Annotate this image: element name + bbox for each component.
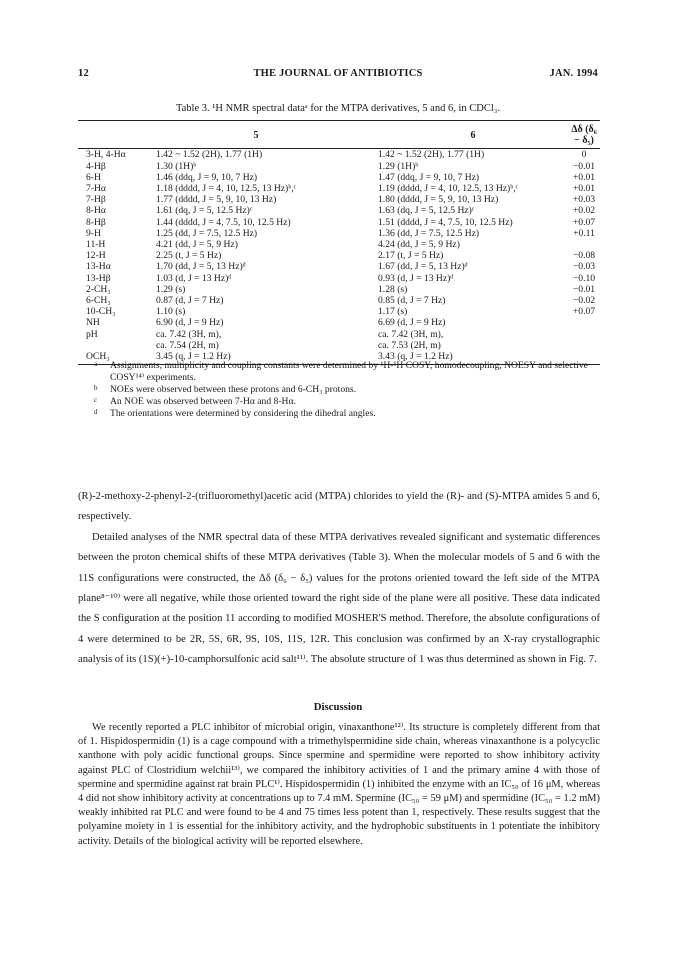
delta-cell: +0.01	[572, 171, 596, 183]
proton-cell: NH	[86, 317, 100, 329]
table-row	[78, 284, 600, 295]
compound-5-cell: 3.45 (q, J = 1.2 Hz)	[134, 351, 356, 365]
delta-cell: +0.07	[572, 216, 596, 228]
table-row	[78, 172, 600, 183]
delta-cell	[568, 340, 600, 351]
footnote-text: Assignments, multiplicity and coupling constants were determined by ¹H-¹H COSY, homodecoupling, NOESY and selective COSY¹⁴⁾ experiments.	[110, 360, 588, 383]
compound-5-cell: 1.77 (dddd, J = 5, 9, 10, 13 Hz)	[156, 194, 277, 206]
table-row	[78, 273, 600, 284]
compound-6-cell: 1.67 (dd, J = 5, 13 Hz)ᵈ	[378, 261, 468, 273]
compound-5-cell: 1.61 (dq, J = 5, 12.5 Hz)ᶜ	[156, 205, 253, 217]
compound-5-cell: 6.90 (d, J = 9 Hz)	[156, 317, 224, 329]
footnote-mark: b	[94, 384, 98, 392]
proton-cell: 11-H	[86, 239, 106, 251]
compound-6-cell: 1.17 (s)	[378, 306, 408, 318]
proton-cell	[78, 340, 134, 351]
delta-cell: +0.07	[572, 306, 596, 318]
compound-5-cell: 4.21 (dd, J = 5, 9 Hz)	[156, 239, 238, 251]
column-header-compound-5: 5	[134, 121, 356, 149]
delta-cell: −0.02	[572, 295, 596, 307]
compound-6-cell: 1.80 (dddd, J = 5, 9, 10, 13 Hz)	[378, 194, 499, 206]
table-row	[78, 295, 600, 306]
compound-5-cell: 1.30 (1H)ᵇ	[156, 160, 197, 172]
table-row	[78, 306, 600, 317]
compound-6-cell: 0.93 (d, J = 13 Hz)ᵈ	[378, 272, 454, 284]
proton-cell: 4-Hβ	[86, 160, 106, 172]
compound-5-cell: ca. 7.42 (3H, m),	[156, 328, 222, 340]
proton-cell: 3-H, 4-Hα	[86, 149, 126, 161]
proton-cell: 7-Hβ	[86, 194, 106, 206]
proton-cell: 12-H	[86, 250, 106, 262]
compound-5-cell: 1.29 (s)	[156, 283, 186, 295]
delta-cell	[568, 317, 600, 328]
proton-cell: 10-CH₃	[86, 306, 116, 318]
compound-5-cell: 1.42 ~ 1.52 (2H), 1.77 (1H)	[156, 149, 263, 161]
delta-cell	[568, 239, 600, 250]
delta-cell: +0.03	[572, 194, 596, 206]
footnote-mark: c	[94, 396, 98, 404]
compound-6-cell: 3.43 (q, J = 1.2 Hz)	[356, 351, 568, 365]
table-row	[78, 261, 600, 272]
issue-date: JAN. 1994	[549, 68, 598, 79]
delta-cell: −0.01	[572, 160, 596, 172]
table-row	[78, 340, 600, 351]
compound-6-cell: 1.63 (dq, J = 5, 12.5 Hz)ᶜ	[378, 205, 475, 217]
table-header-row	[78, 121, 600, 149]
proton-cell: 13-Hβ	[86, 272, 111, 284]
proton-cell: pH	[86, 328, 98, 340]
delta-cell: −0.10	[572, 272, 596, 284]
compound-5-cell: 1.10 (s)	[156, 306, 186, 318]
compound-6-cell: 0.85 (d, J = 7 Hz)	[378, 295, 446, 307]
footnote-text: An NOE was observed between 7-Hα and 8-Hα.	[110, 396, 296, 407]
delta-cell: −0.08	[572, 250, 596, 262]
delta-cell: +0.02	[572, 205, 596, 217]
compound-5-cell: 1.18 (dddd, J = 4, 10, 12.5, 13 Hz)ᵇ,ᶜ	[156, 183, 297, 195]
table-row	[78, 217, 600, 228]
page-number: 12	[78, 68, 89, 79]
journal-title: THE JOURNAL OF ANTIBIOTICS	[253, 68, 423, 79]
compound-6-cell: 6.69 (d, J = 9 Hz)	[378, 317, 446, 329]
table-row	[78, 250, 600, 261]
table-row	[78, 239, 600, 250]
compound-5-cell: ca. 7.54 (2H, m)	[156, 339, 219, 351]
results-text	[78, 487, 600, 671]
compound-6-cell: 4.24 (dd, J = 5, 9 Hz)	[378, 239, 460, 251]
footnote-mark: a	[94, 360, 98, 368]
compound-5-cell: 1.03 (d, J = 13 Hz)ᵈ	[156, 272, 232, 284]
proton-cell: 2-CH₃	[86, 283, 111, 295]
delta-cell: +0.11	[573, 227, 595, 239]
table-row	[78, 149, 600, 161]
proton-cell: 8-Hα	[86, 205, 106, 217]
delta-cell: −0.01	[572, 283, 596, 295]
compound-6-cell: ca. 7.42 (3H, m),	[378, 328, 444, 340]
compound-5-cell: 1.70 (dd, J = 5, 13 Hz)ᵈ	[156, 261, 246, 273]
column-header-compound-6: 6	[356, 121, 568, 149]
compound-6-cell: 1.51 (dddd, J = 4, 7.5, 10, 12.5 Hz)	[378, 216, 513, 228]
paragraph: Detailed analyses of the NMR spectral data of these MTPA derivatives revealed significant and systematic differences between the proton chemical shifts of these MTPA derivatives (Table 3). When the molecular models of 5 and 6 with the 11S configurations were constructed, the Δδ (δ₆ − δ₅) values for the protons oriented toward the left side of the MTPA plane⁸⁻¹⁰⁾ were all negative, while those oriented toward the right side of the plane were all positive. These data indicated the S configuration at the position 11 according to modified MOSHER'S method. Therefore, the absolute configurations of 4 were determined to be 2R, 5S, 6R, 9S, 10S, 11S, 12R. This conclusion was confirmed by an X-ray crystallographic analysis of its (1S)(+)-10-camphorsulfonic acid salt¹¹⁾. The absolute structure of 1 was thus determined as shown in Fig. 7.	[78, 531, 600, 666]
footnote-b	[94, 384, 604, 396]
table-row	[78, 317, 600, 328]
proton-cell: OCH₃	[78, 351, 134, 365]
delta-cell: 0	[581, 149, 587, 161]
proton-cell: 13-Hα	[86, 261, 111, 273]
discussion-text	[78, 721, 600, 849]
compound-5-cell: 1.44 (dddd, J = 4, 7.5, 10, 12.5 Hz)	[156, 216, 291, 228]
table-row	[78, 329, 600, 340]
compound-5-cell: 2.25 (t, J = 5 Hz)	[156, 250, 222, 262]
table-row	[78, 228, 600, 239]
proton-cell: 9-H	[86, 227, 101, 239]
compound-6-cell: 1.36 (dd, J = 7.5, 12.5 Hz)	[378, 227, 480, 239]
compound-6-cell: ca. 7.53 (2H, m)	[378, 339, 441, 351]
delta-cell	[568, 329, 600, 340]
compound-6-cell: 1.19 (dddd, J = 4, 10, 12.5, 13 Hz)ᵇ,ᶜ	[378, 183, 519, 195]
compound-5-cell: 1.46 (ddq, J = 9, 10, 7 Hz)	[156, 171, 258, 183]
footnote-text: The orientations were determined by considering the dihedral angles.	[110, 408, 376, 419]
compound-6-cell: 1.29 (1H)ᵇ	[378, 160, 419, 172]
proton-cell: 6-CH₃	[86, 295, 111, 307]
proton-cell: 8-Hβ	[86, 216, 106, 228]
table-row	[78, 183, 600, 194]
table-caption: Table 3. ¹H NMR spectral dataᵃ for the MTPA derivatives, 5 and 6, in CDCl₃.	[175, 103, 501, 114]
column-header-proton	[78, 121, 134, 149]
compound-6-cell: 1.28 (s)	[378, 283, 408, 295]
nmr-data-table	[78, 120, 600, 365]
compound-5-cell: 0.87 (d, J = 7 Hz)	[156, 295, 224, 307]
compound-6-cell: 1.47 (ddq, J = 9, 10, 7 Hz)	[378, 171, 480, 183]
table-row	[78, 161, 600, 172]
paragraph: We recently reported a PLC inhibitor of microbial origin, vinaxanthone¹²⁾. Its structure is completely different from that of 1. Hispidospermidin (1) is a cage compound with a trimethylspermidine side chain, whereas vinaxanthone is a polycyclic xanthone with poly acidic functional groups. Since spermine and spermidine were reported to show inhibitory activity against PLC of Clostridium welchii¹³⁾, we compared the inhibitory activities of 1 and the primary amine 4 with those of spermine and spermidine against rat brain PLC¹⁾. Hispidospermidin (1) inhibited the enzyme with an IC₅₀ of 16 μM, whereas 4 did not show inhibitory activity at concentrations up to 7.4 mM. Spermine (IC₅₀ = 59 μM) and spermidine (IC₅₀ = 1.2 mM) weakly inhibited rat PLC and were found to be 4 and 75 times less potent than 1, respectively. These results suggest that the polyamine moiety in 1 is essential for the inhibitory activity, and the hydrophobic substituents in 1 potentiate the inhibitory activity. Details of the biological activity will be reported elsewhere.	[78, 722, 600, 847]
section-heading-discussion: Discussion	[313, 701, 363, 713]
table-row	[78, 205, 600, 216]
footnote-text: NOEs were observed between these protons and 6-CH₃ protons.	[110, 384, 357, 395]
table-row	[78, 194, 600, 205]
footnote-d	[94, 408, 604, 420]
compound-5-cell: 1.25 (dd, J = 7.5, 12.5 Hz)	[156, 227, 258, 239]
column-header-delta: Δδ (δ₆ − δ₅)	[568, 121, 600, 149]
table-footnotes	[94, 360, 604, 420]
delta-cell: −0.03	[572, 261, 596, 273]
proton-cell: 6-H	[86, 171, 101, 183]
paragraph: (R)-2-methoxy-2-phenyl-2-(trifluoromethyl)acetic acid (MTPA) chlorides to yield the (R)- and (S)-MTPA amides 5 and 6, respectively.	[78, 491, 600, 523]
delta-cell: +0.01	[572, 183, 596, 195]
proton-cell: 7-Hα	[86, 183, 106, 195]
compound-6-cell: 1.42 ~ 1.52 (2H), 1.77 (1H)	[378, 149, 485, 161]
footnote-a	[94, 360, 604, 384]
footnote-mark: d	[94, 408, 98, 416]
compound-6-cell: 2.17 (t, J = 5 Hz)	[378, 250, 444, 262]
footnote-c	[94, 396, 604, 408]
